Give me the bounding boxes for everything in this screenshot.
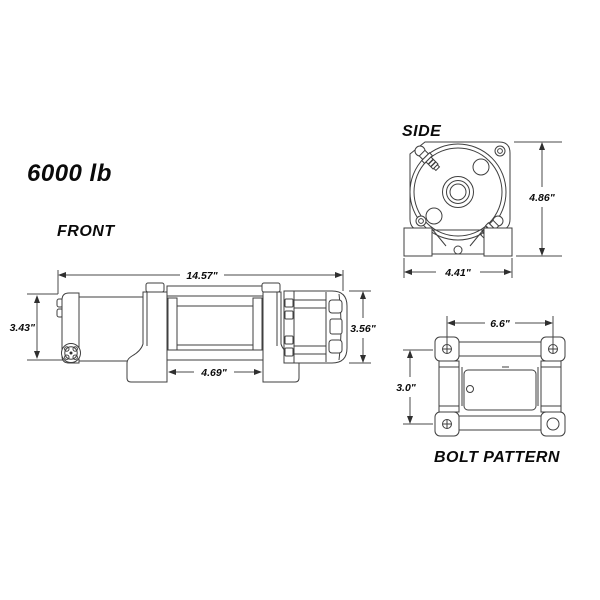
right-tie-rod-cap: [262, 283, 280, 292]
side-right-foot: [484, 228, 512, 256]
lower-tie-bar: [167, 350, 263, 360]
clutch-knob: [330, 319, 342, 334]
flange-hole: [473, 159, 489, 175]
dim-text-bolt-height: 3.0": [396, 382, 416, 394]
winch-body-top: [464, 367, 536, 410]
drum-assembly: [167, 286, 263, 360]
dim-text-side-width: 4.41": [445, 267, 471, 279]
motor-assembly: [57, 293, 143, 363]
front-view-drawing: [10, 270, 377, 382]
dim-text-bolt-width: 6.6": [490, 318, 510, 330]
dim-text-overall-length: 14.57": [186, 270, 218, 282]
drum-right-flange: [253, 298, 262, 352]
left-tie-rod-cap: [146, 283, 164, 292]
side-left-foot: [404, 228, 432, 256]
clutch-detail: [329, 300, 342, 313]
clutch-detail: [329, 340, 342, 353]
dim-bolt-height: [396, 350, 433, 424]
bolt-pattern-label: BOLT PATTERN: [434, 449, 560, 466]
dim-drum-length: [168, 367, 262, 379]
dim-text-motor-height: 3.43": [9, 322, 35, 334]
dim-bolt-width: [447, 316, 553, 345]
side-view-drawing: [404, 142, 562, 279]
motor-connector-plug: [62, 344, 81, 363]
gear-housing: [284, 291, 347, 363]
side-view-label: SIDE: [402, 123, 442, 140]
dim-text-side-height: 4.86": [529, 192, 555, 204]
base-hole: [454, 246, 462, 254]
flange-hole: [426, 208, 442, 224]
side-base-feet: [404, 228, 512, 256]
dim-side-width: [404, 258, 512, 279]
dim-text-gear-height: 3.56": [350, 323, 376, 335]
dim-text-drum-length: 4.69": [201, 367, 227, 379]
front-view-label: FRONT: [57, 223, 115, 240]
dim-side-height: [514, 142, 562, 256]
motor-tube: [79, 297, 143, 361]
upper-tie-bar: [167, 286, 263, 296]
product-title-label: 6000 lb: [27, 160, 112, 187]
dim-gear-height: [349, 291, 377, 363]
bolt-pattern-drawing: [396, 316, 565, 436]
drum-hub: [443, 177, 474, 208]
drum-left-flange: [168, 298, 177, 352]
